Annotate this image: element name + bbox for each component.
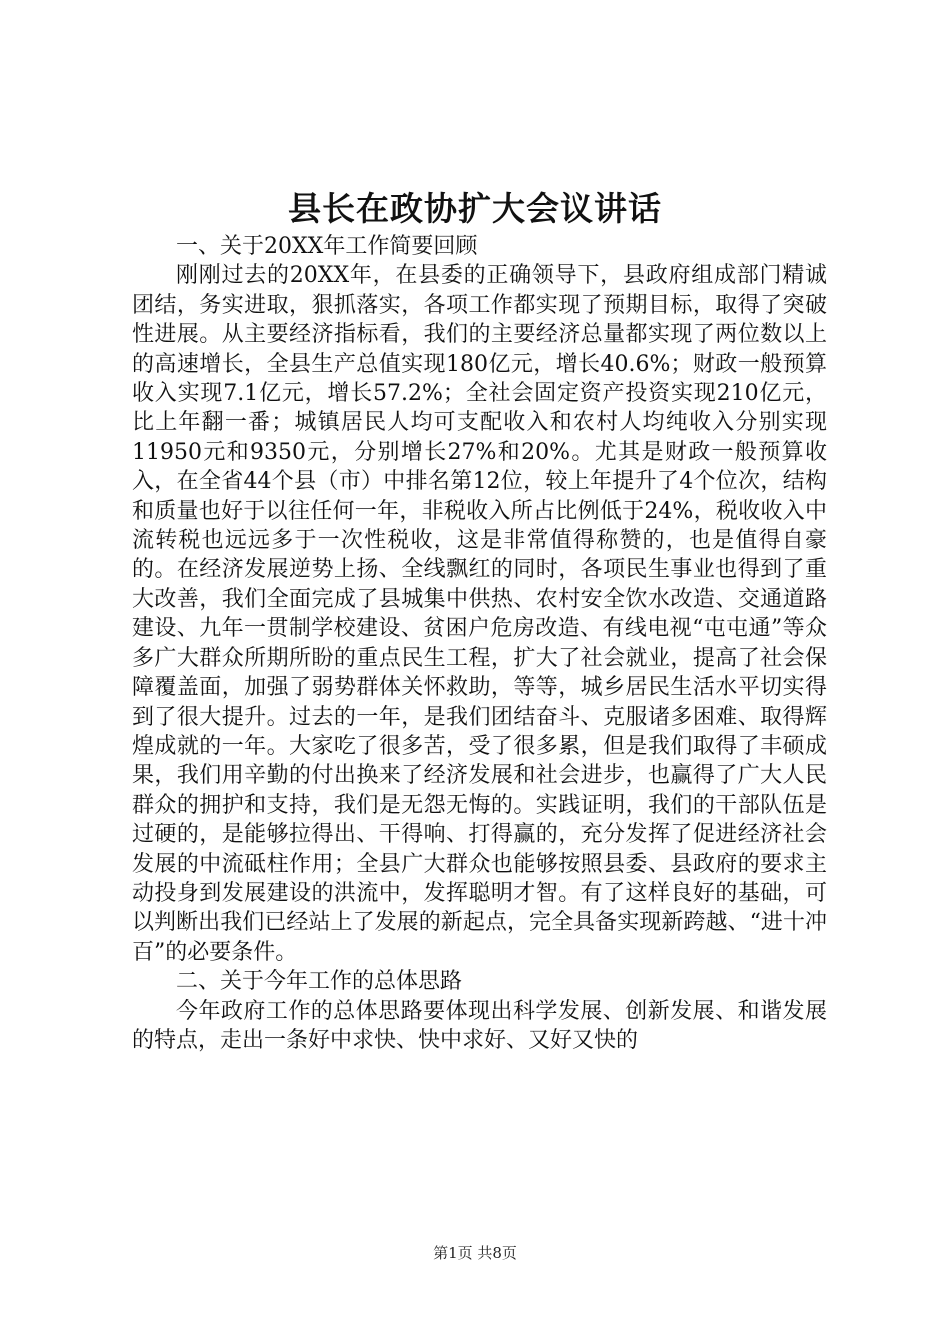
section-heading-2: 二、关于今年工作的总体思路 bbox=[176, 969, 463, 995]
section-paragraph-2: 今年政府工作的总体思路要体现出科学发展、创新发展、和谐发展的特点，走出一条好中求快、快中求好、又好又快的 bbox=[132, 998, 827, 1053]
section-paragraph-1: 刚刚过去的20XX年，在县委的正确领导下，县政府组成部门精诚团结，务实进取，狠抓落实，各项工作都实现了预期目标，取得了突破性进展。从主要经济指标看，我们的主要经济总量都实现了两位数以上的高速增长，全县生产总值实现180亿元，增长40.6%；财政一般预算收入实现7.1亿元，增长57.2%；全社会固定资产投资实现210亿元，比上年翻一番；城镇居民人均可支配收入和农村人均纯收入分别实现11950元和9350元，分别增长27%和20%。尤其是财政一般预算收入，在全省44个县（市）中排名第12位，较上年提升了4个位次，结构和质量也好于以往任何一年，非税收入所占比例低于24%，税收收入中流转税也远远多于一次性税收，这是非常值得称赞的，也是值得自豪的。在经济发展逆势上扬、全线飘红的同时，各项民生事业也得到了重大改善，我们全面完成了县城集中供热、农村安全饮水改造、交通道路建设、九年一贯制学校建设、贫困户危房改造、有线电视“屯屯通”等众多广大群众所期所盼的重点民生工程，扩大了社会就业，提高了社会保障覆盖面，加强了弱势群体关怀救助，等等，城乡居民生活水平切实得到了很大提升。过去的一年，是我们团结奋斗、克服诸多困难、取得辉煌成就的一年。大家吃了很多苦，受了很多累，但是我们取得了丰硕成果，我们用辛勤的付出换来了经济发展和社会进步，也赢得了广大人民群众的拥护和支持，我们是无怨无悔的。实践证明，我们的干部队伍是过硬的，是能够拉得出、干得响、打得赢的，充分发挥了促进经济社会发展的中流砥柱作用；全县广大群众也能够按照县委、县政府的要求主动投身到发展建设的洪流中，发挥聪明才智。有了这样良好的基础，可以判断出我们已经站上了发展的新起点，完全具备实现新跨越、“进十冲百”的必要条件。 bbox=[132, 263, 827, 965]
page-footer: 第1页 共8页 bbox=[433, 1244, 517, 1262]
section-heading-1: 一、关于20XX年工作简要回顾 bbox=[176, 234, 478, 259]
document-body bbox=[132, 232, 827, 1055]
document-title: 县长在政协扩大会议讲话 bbox=[288, 189, 662, 228]
